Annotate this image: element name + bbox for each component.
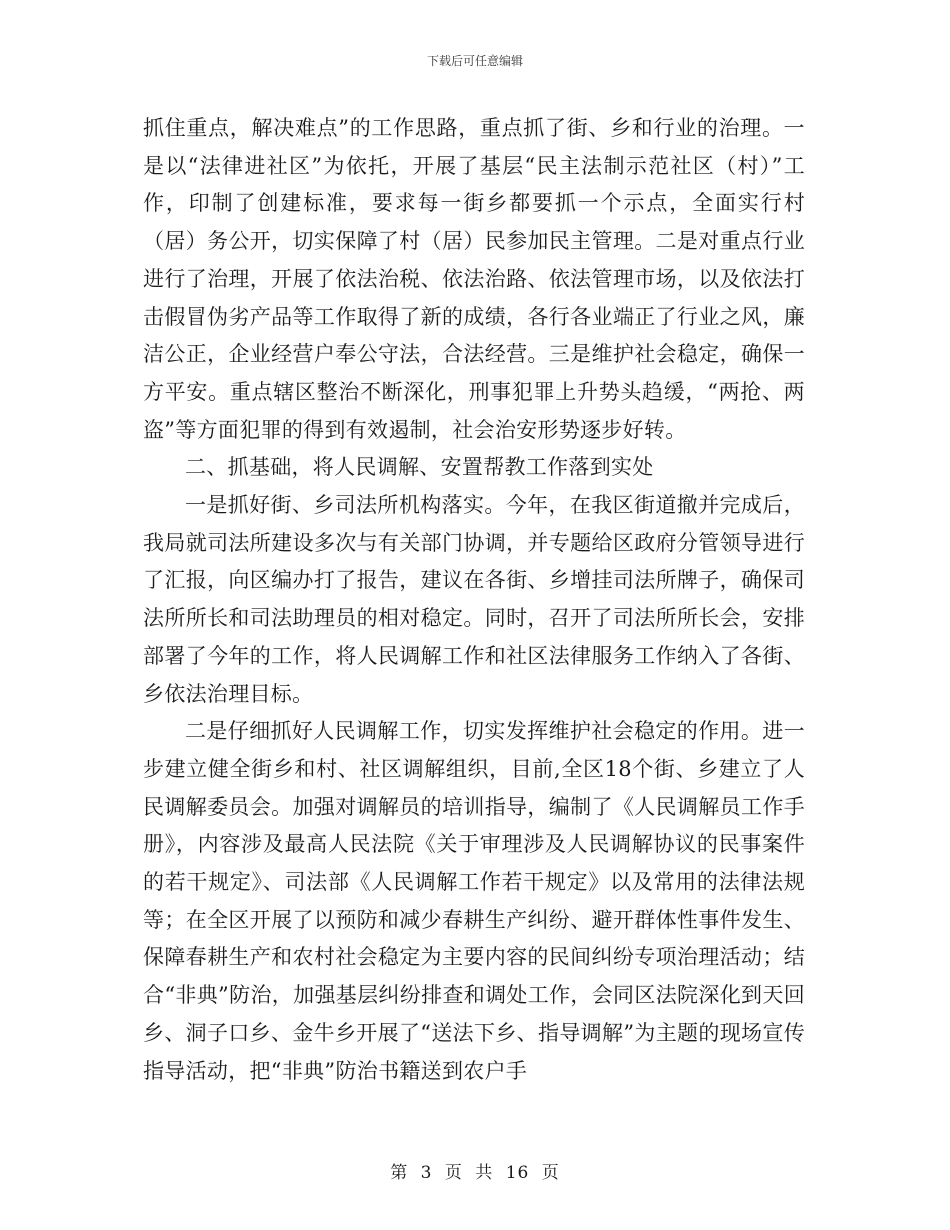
page-footer <box>0 1158 950 1183</box>
page-header <box>0 52 950 69</box>
header-note: 下载后可任意编辑 <box>426 54 523 68</box>
footer-prefix: 第 <box>390 1163 409 1183</box>
page-number: 3 <box>420 1163 433 1183</box>
paragraph-judicial-office: 一是抓好街、乡司法所机构落实。今年，在我区街道撤并完成后，我局就司法所建设多次与有关部门协调，并专题给区政府分管领导进行了汇报，向区编办打了报告，建议在各街、乡增挂司法所牌子，确保司法所所长和司法助理员的相对稳定。同时，召开了司法所所长会，安排部署了今年的工作，将人民调解工作和社区法律服务工作纳入了各街、乡依法治理目标。 <box>143 493 805 706</box>
paragraph-mediation: 二是仔细抓好人民调解工作，切实发挥维护社会稳定的作用。进一步建立健全街乡和村、社区调解组织，目前,全区18个街、乡建立了人民调解委员会。加强对调解员的培训指导，编制了《人民调解员工作手册》，内容涉及最高人民法院《关于审理涉及人民调解协议的民事案件的若干规定》、司法部《人民调解工作若干规定》以及常用的法律法规等；在全区开展了以预防和减少春耕生产纠纷、避开群体性事件发生、保障春耕生产和农村社会稳定为主要内容的民间纠纷专项治理活动；结合“非典”防治，加强基层纠纷排查和调处工作，会同区法院深化到天回乡、洞子口乡、金牛乡开展了“送法下乡、指导调解”为主题的现场宣传指导活动，把“非典”防治书籍送到农户手 <box>143 719 805 1083</box>
footer-total-prefix: 共 <box>475 1163 494 1183</box>
footer-total-unit: 页 <box>541 1163 560 1183</box>
paragraph-continued: 抓住重点，解决难点”的工作思路，重点抓了街、乡和行业的治理。一是以“法律进社区”为依托，开展了基层“民主法制示范社区（村）”工作，印制了创建标准，要求每一街乡都要抓一个示点，全面实行村（居）务公开，切实保障了村（居）民参加民主管理。二是对重点行业进行了治理，开展了依法治税、依法治路、依法管理市场，以及依法打击假冒伪劣产品等工作取得了新的成绩，各行各业端正了行业之风，廉洁公正，企业经营户奉公守法，合法经营。三是维护社会稳定，确保一方平安。重点辖区整治不断深化，刑事犯罪上升势头趋缓，“两抢、两盗”等方面犯罪的得到有效遏制，社会治安形势逐步好转。 <box>143 116 805 442</box>
document-body <box>143 110 805 1090</box>
total-pages: 16 <box>505 1163 530 1183</box>
section-heading: 二、抓基础，将人民调解、安置帮教工作落到实处 <box>185 455 654 480</box>
footer-page-unit: 页 <box>444 1163 463 1183</box>
